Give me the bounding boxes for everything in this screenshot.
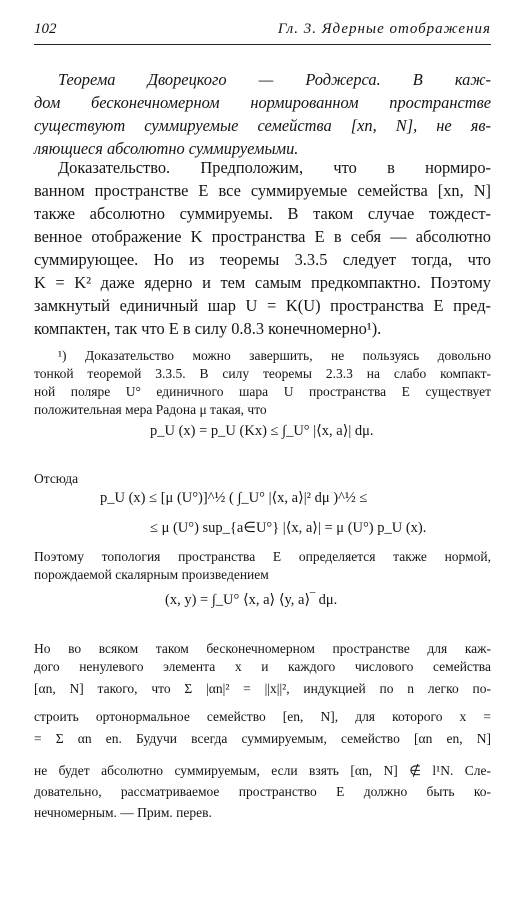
mid-line: порождаемой скалярным произведением [34,567,269,582]
proof-line: замкнутый единичный шар U = K(U) пространства E пред- [34,296,491,315]
end-line: нечномерным. — Прим. перев. [34,805,212,820]
footnote-line: ной поляре U° единичного шара U пространства E существует [34,384,491,399]
chapter-title: Гл. 3. Ядерные отображения [277,21,491,37]
theorem-line: дом бесконечномерном нормированном пространстве [34,93,491,112]
end-line: не будет абсолютно суммируемым, если взять [αn, N] ∉ l¹N. Сле- [34,763,491,778]
proof-line: K = K² даже ядерно и тем самым предкомпактно. Поэтому [34,273,491,292]
proof-line: венное отображение K пространства E в себя — абсолютно [34,227,491,246]
footnote-line: тонкой теоремой 3.3.5. В силу теоремы 2.3.3 на слабо компакт- [34,366,491,381]
end-line: = Σ αn en. Будучи всегда суммируемым, семейство [αn en, N] [34,731,491,746]
footnote-line: положительная мера Радона μ такая, что [34,402,267,417]
proof-line: ванном пространстве E все суммируемые семейства [xn, N] [34,181,491,200]
formula-2-line-2: ≤ μ (U°) sup_{a∈U°} |⟨x, a⟩| = μ (U°) p_U (x). [150,520,427,536]
proof-line: суммирующее. Но из теоремы 3.3.5 следует тогда, что [34,250,491,269]
end-line: довательно, рассматриваемое пространство E должно быть ко- [34,784,491,799]
end-line: строить ортонормальное семейство [en, N], для которого x = [34,709,491,724]
otsyuda-text: Отсюда [34,471,79,486]
end-line: Но во всяком таком бесконечномерном пространстве для каж- [34,641,491,656]
mid-line: Поэтому топология пространства E определяется также нормой, [34,549,491,564]
end-line: [αn, N] такого, что Σ |αn|² = ||x||², индукцией по n легко по- [34,681,491,696]
end-line: дого ненулевого элемента x и каждого числового семейства [34,659,491,674]
proof-line: компактен, так что E в силу 0.8.3 конечномерно¹). [34,319,382,338]
proof-line: также абсолютно суммируемы. В таком случае тождест- [34,204,491,223]
theorem-line: Теорема Дворецкого — Роджерса. В каж- [58,70,491,89]
theorem-line: ляющиеся абсолютно суммируемыми. [34,139,299,158]
running-header [34,20,491,45]
footnote-line: ¹) Доказательство можно завершить, не пользуясь довольно [58,348,491,363]
theorem-line: существуют суммируемые семейства [xn, N], не яв- [34,116,491,135]
formula-3: (x, y) = ∫_U° ⟨x, a⟩ ⟨y, a⟩‾ dμ. [165,592,338,608]
page-number: 102 [34,21,57,37]
formula-2-line-1: p_U (x) ≤ [μ (U°)]^½ ( ∫_U° |⟨x, a⟩|² dμ )^½ ≤ [100,490,368,506]
formula-1: p_U (x) = p_U (Kx) ≤ ∫_U° |⟨x, a⟩| dμ. [150,423,374,439]
proof-line: Доказательство. Предположим, что в нормиро- [58,158,491,177]
